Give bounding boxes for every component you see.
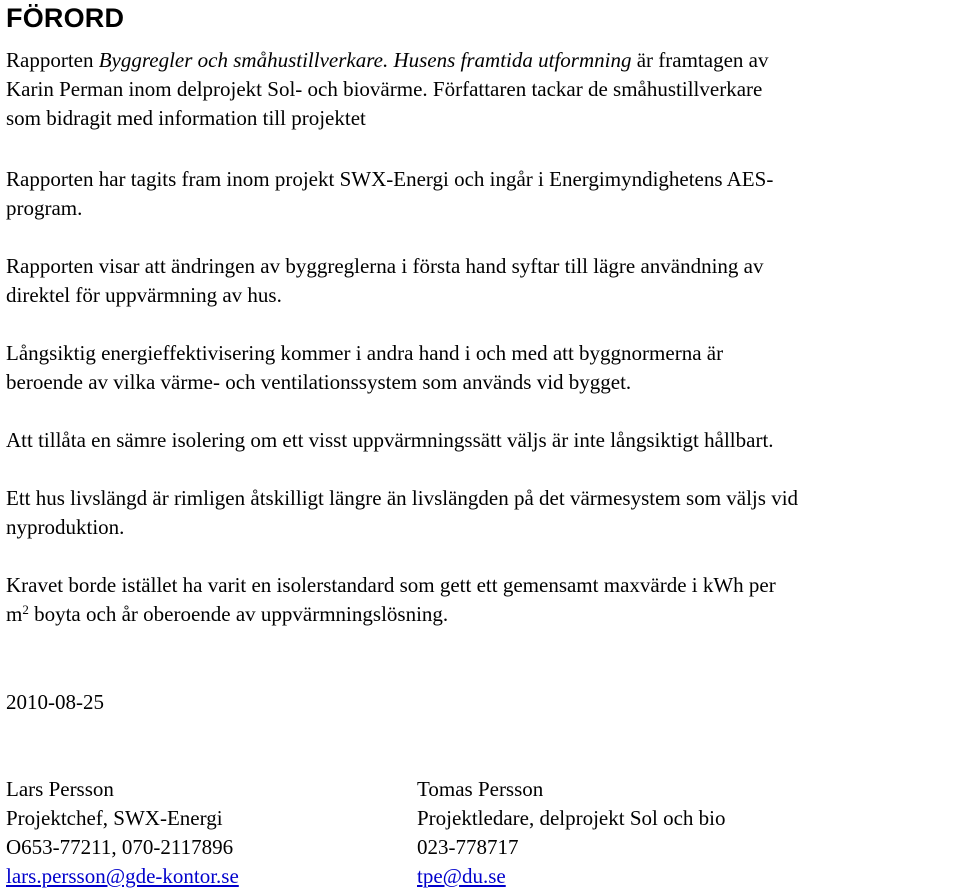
- paragraph-line: direktel för uppvärmning av hus.: [6, 283, 282, 307]
- paragraph-building-rules: [6, 252, 960, 310]
- paragraph-line: Karin Perman inom delprojekt Sol- och biovärme. Författaren tackar de småhustillverkare: [6, 77, 763, 101]
- paragraph-line: Kravet borde istället ha varit en isolerstandard som gett ett gemensamt maxvärde i kWh per: [6, 573, 776, 597]
- paragraph-line: Långsiktig energieffektivisering kommer i andra hand i och med att byggnormerna är: [6, 341, 724, 365]
- paragraph-line: Ett hus livslängd är rimligen åtskilligt längre än livslängden på det värmesystem som väljs vid: [6, 486, 799, 510]
- signer-email-link[interactable]: lars.persson@gde-kontor.se: [6, 864, 239, 888]
- page-title: FÖRORD: [6, 3, 125, 33]
- paragraph-energy-efficiency: [6, 339, 960, 397]
- requirement-text: boyta och år oberoende av uppvärmningslösning.: [28, 602, 449, 626]
- report-title-italic: Byggregler och småhustillverkare. Husens framtida utformning: [98, 48, 632, 72]
- intro-text: Rapporten: [6, 48, 99, 72]
- paragraph-line: Rapporten visar att ändringen av byggreglerna i första hand syftar till lägre användning av: [6, 254, 764, 278]
- document-date: 2010-08-25: [6, 690, 104, 714]
- paragraph-insulation: [6, 426, 960, 455]
- paragraph-line: Rapporten har tagits fram inom projekt SWX-Energi och ingår i Energimyndighetens AES-: [6, 167, 774, 191]
- paragraph-line: program.: [6, 196, 83, 220]
- paragraph-line: [6, 600, 960, 629]
- signer-role: Projektledare, delprojekt Sol och bio: [417, 806, 726, 830]
- paragraph-line: som bidragit med information till projektet: [6, 106, 366, 130]
- paragraph-project-context: [6, 165, 960, 223]
- signature-block-subproject-leader: [417, 775, 726, 891]
- paragraph-line: [6, 46, 960, 75]
- paragraph-house-lifespan: [6, 484, 960, 542]
- signer-name: Lars Persson: [6, 777, 114, 801]
- paragraph-line: beroende av vilka värme- och ventilationssystem som används vid bygget.: [6, 370, 632, 394]
- paragraph-line: Att tillåta en sämre isolering om ett visst uppvärmningssätt väljs är inte långsiktigt hållbart.: [6, 428, 774, 452]
- paragraph-report-intro: [6, 46, 960, 133]
- signer-phone: 023-778717: [417, 835, 519, 859]
- unit-text: m: [6, 602, 23, 626]
- signer-name: Tomas Persson: [417, 777, 544, 801]
- signer-role: Projektchef, SWX-Energi: [6, 806, 223, 830]
- paragraph-requirement: [6, 571, 960, 629]
- signature-block-project-manager: [6, 775, 239, 891]
- signer-email-link[interactable]: tpe@du.se: [417, 864, 506, 888]
- paragraph-line: nyproduktion.: [6, 515, 125, 539]
- intro-text-end: är framtagen av: [631, 48, 769, 72]
- unit-superscript: 2: [22, 602, 29, 617]
- signer-phone: O653-77211, 070-2117896: [6, 835, 234, 859]
